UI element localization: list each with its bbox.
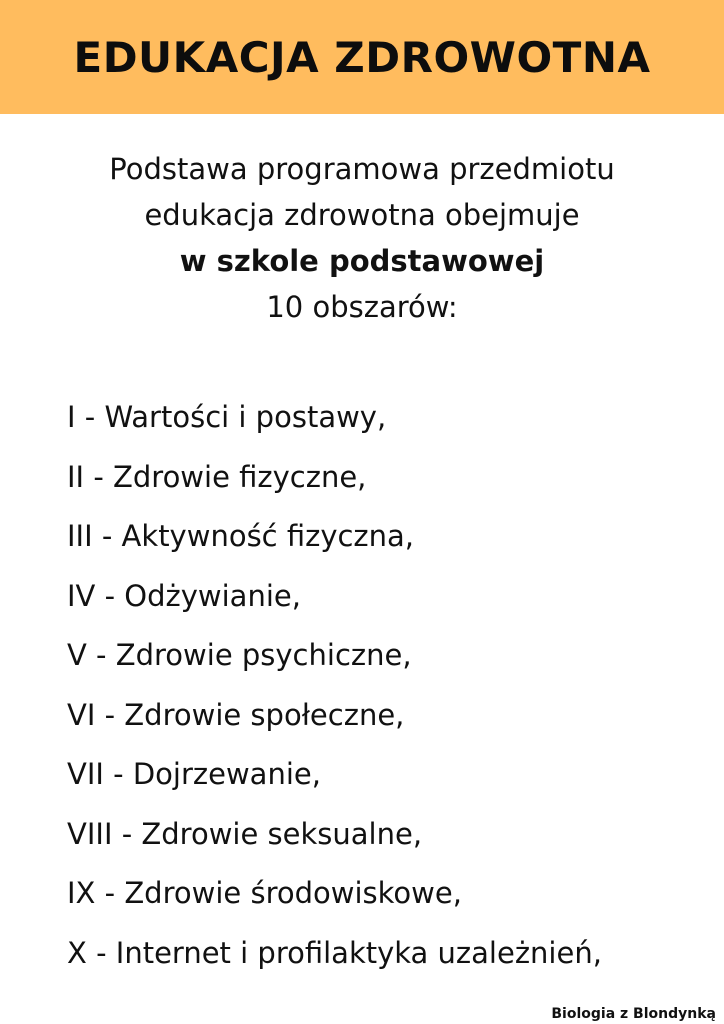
intro-line-4: 10 obszarów: xyxy=(266,290,458,324)
header-banner xyxy=(0,0,724,114)
page-title: EDUKACJA ZDROWOTNA xyxy=(73,32,651,82)
intro-line-3-bold: w szkole podstawowej xyxy=(179,244,545,278)
intro-line-1: Podstawa programowa przedmiotu xyxy=(109,152,615,186)
area-item-10: X - Internet i profilaktyka uzależnień, xyxy=(67,935,602,970)
area-item-1: I - Wartości i postawy, xyxy=(67,400,387,434)
area-item-5: V - Zdrowie psychiczne, xyxy=(67,638,412,672)
area-item-8: VIII - Zdrowie seksualne, xyxy=(67,816,423,851)
area-item-3: III - Aktywność fizyczna, xyxy=(67,519,415,553)
intro-line-2: edukacja zdrowotna obejmuje xyxy=(144,198,580,232)
area-item-9: IX - Zdrowie środowiskowe, xyxy=(67,876,462,910)
area-item-6: VI - Zdrowie społeczne, xyxy=(67,697,405,732)
intro-text xyxy=(0,146,724,330)
area-item-2: II - Zdrowie fizyczne, xyxy=(67,459,367,494)
footer-credit: Biologia z Blondynką xyxy=(551,1006,716,1022)
area-item-7: VII - Dojrzewanie, xyxy=(67,757,321,791)
area-item-4: IV - Odżywianie, xyxy=(67,578,301,613)
areas-list xyxy=(67,388,602,983)
